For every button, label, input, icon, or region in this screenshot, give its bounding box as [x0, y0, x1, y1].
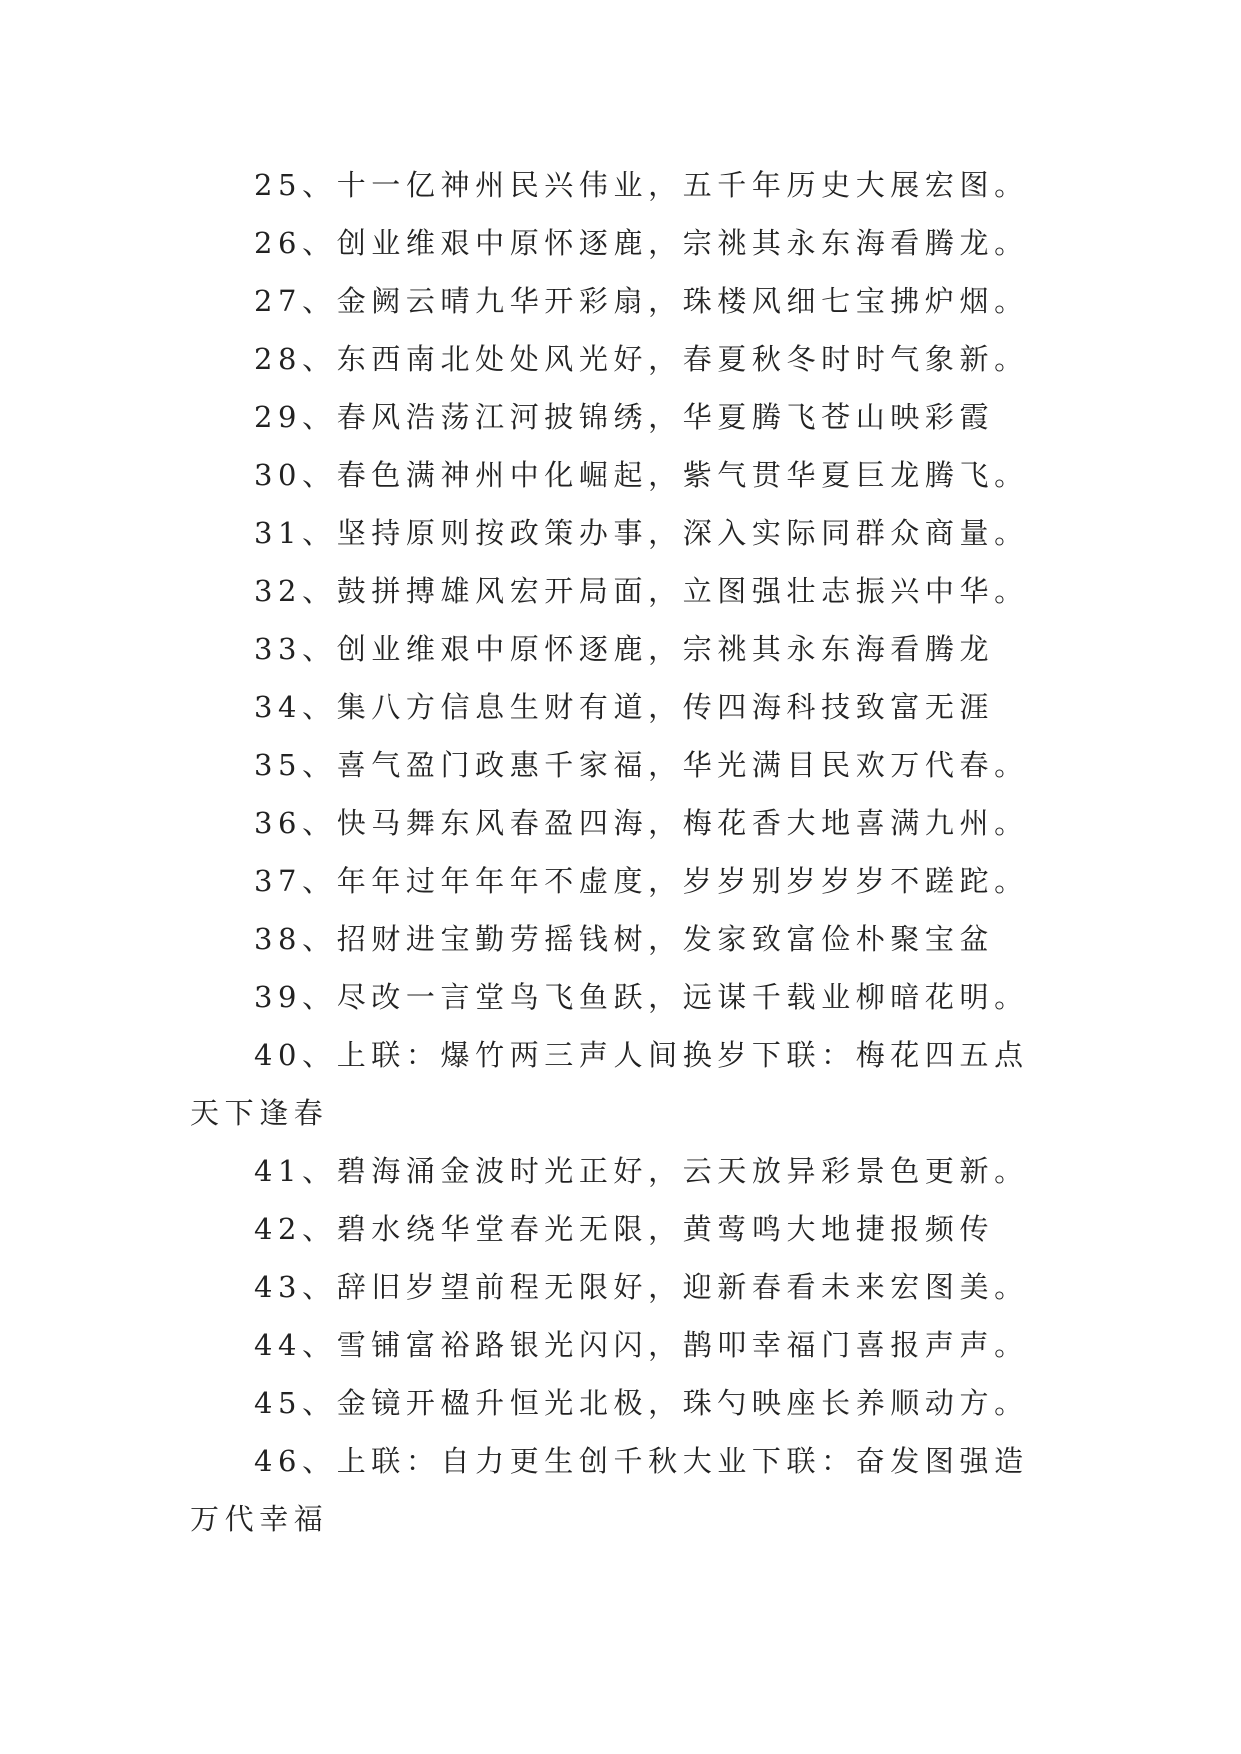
couplet-29: 29、春风浩荡江河披锦绣，华夏腾飞苍山映彩霞	[254, 400, 995, 434]
couplet-42: 42、碧水绕华堂春光无限，黄莺鸣大地捷报频传	[254, 1212, 995, 1246]
couplet-26: 26、创业维艰中原怀逐鹿，宗祧其永东海看腾龙。	[254, 226, 1029, 260]
couplet-28: 28、东西南北处处风光好，春夏秋冬时时气象新。	[254, 342, 1029, 376]
couplet-36: 36、快马舞东风春盈四海，梅花香大地喜满九州。	[254, 806, 1029, 840]
couplet-31: 31、坚持原则按政策办事，深入实际同群众商量。	[254, 516, 1029, 550]
couplet-46: 46、上联：自力更生创千秋大业下联：奋发图强造万代幸福	[190, 1444, 1029, 1536]
couplet-43: 43、辞旧岁望前程无限好，迎新春看未来宏图美。	[254, 1270, 1029, 1304]
couplet-37: 37、年年过年年年不虚度，岁岁别岁岁岁不蹉跎。	[254, 864, 1029, 898]
couplet-27: 27、金阙云晴九华开彩扇，珠楼风细七宝拂炉烟。	[254, 284, 1029, 318]
couplet-39: 39、尽改一言堂鸟飞鱼跃，远谋千载业柳暗花明。	[254, 980, 1029, 1014]
couplet-41: 41、碧海涌金波时光正好，云天放异彩景色更新。	[254, 1154, 1029, 1188]
couplet-38: 38、招财进宝勤劳摇钱树，发家致富俭朴聚宝盆	[254, 922, 995, 956]
couplet-33: 33、创业维艰中原怀逐鹿，宗祧其永东海看腾龙	[254, 632, 995, 666]
couplet-32: 32、鼓拼搏雄风宏开局面，立图强壮志振兴中华。	[254, 574, 1029, 608]
couplet-45: 45、金镜开楹升恒光北极，珠勺映座长养顺动方。	[254, 1386, 1029, 1420]
couplet-35: 35、喜气盈门政惠千家福，华光满目民欢万代春。	[254, 748, 1029, 782]
couplet-40: 40、上联：爆竹两三声人间换岁下联：梅花四五点天下逢春	[190, 1038, 1029, 1130]
couplet-25: 25、十一亿神州民兴伟业，五千年历史大展宏图。	[254, 168, 1029, 202]
couplet-34: 34、集八方信息生财有道，传四海科技致富无涯	[254, 690, 995, 724]
couplet-30: 30、春色满神州中化崛起，紫气贯华夏巨龙腾飞。	[254, 458, 1029, 492]
document-body	[190, 156, 1052, 1548]
couplet-44: 44、雪铺富裕路银光闪闪，鹊叩幸福门喜报声声。	[254, 1328, 1029, 1362]
